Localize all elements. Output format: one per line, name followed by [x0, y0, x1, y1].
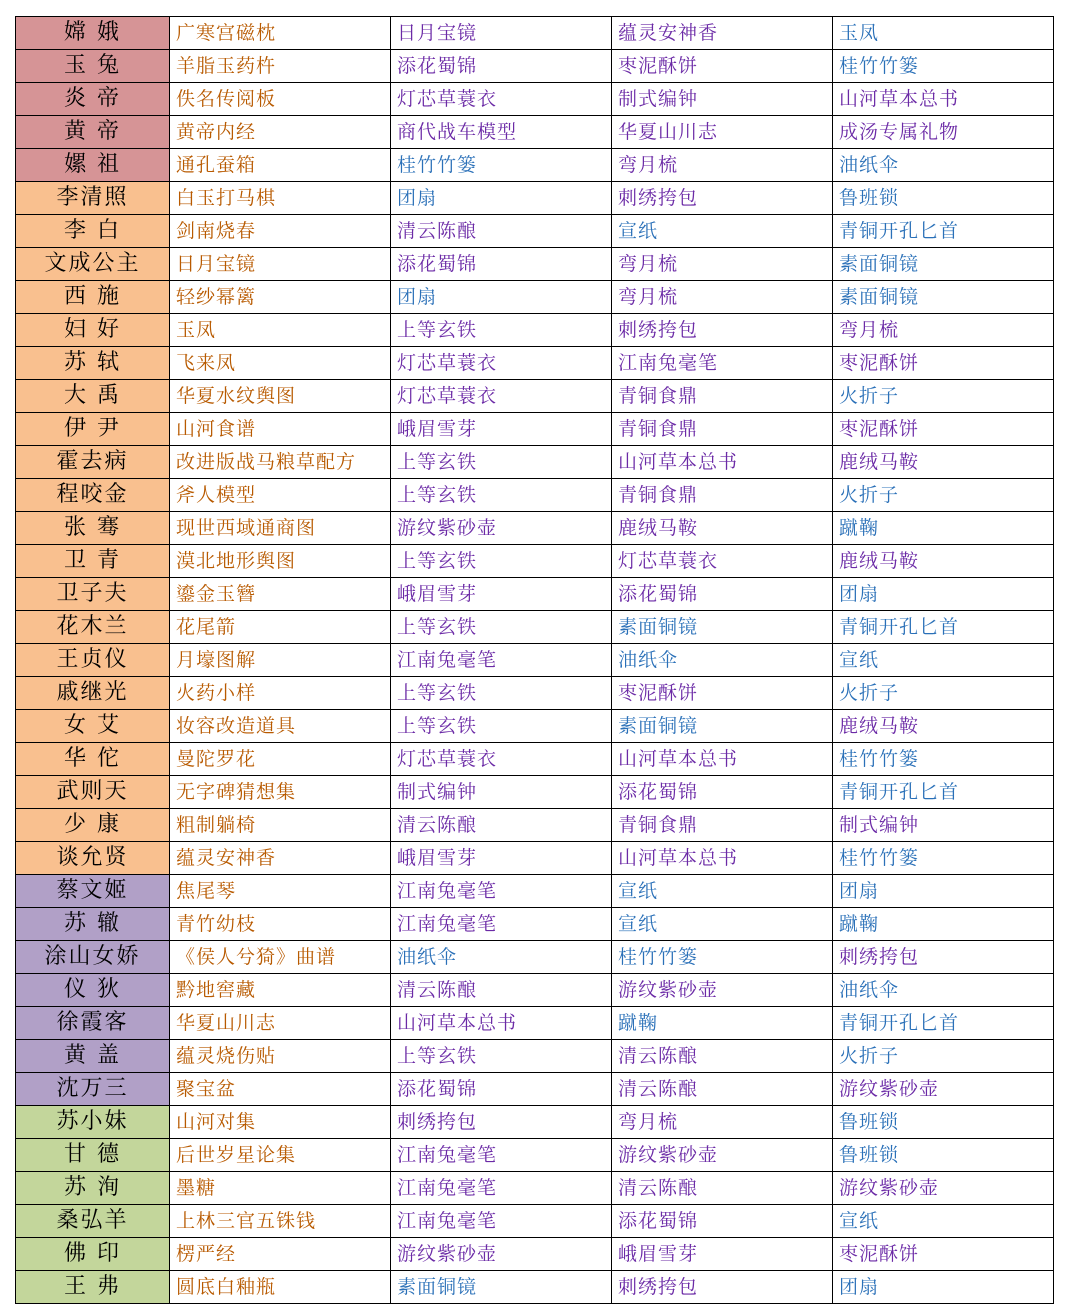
character-name-cell: 嫘 祖	[16, 149, 170, 182]
character-name-cell: 张 骞	[16, 512, 170, 545]
gift-cell: 峨眉雪芽	[612, 1238, 833, 1271]
gift-cell: 火折子	[833, 1040, 1054, 1073]
gift-cell: 添花蜀锦	[612, 776, 833, 809]
gift-cell: 游纹紫砂壶	[391, 512, 612, 545]
gift-cell: 蕴灵安神香	[612, 17, 833, 50]
table-row	[16, 875, 1054, 908]
gift-cell: 蕴灵烧伤贴	[170, 1040, 391, 1073]
gift-cell: 江南兔毫笔	[612, 347, 833, 380]
table-row	[16, 1073, 1054, 1106]
gift-cell: 上等玄铁	[391, 479, 612, 512]
character-name-cell: 黄 盖	[16, 1040, 170, 1073]
gift-cell: 桂竹竹篓	[833, 50, 1054, 83]
gift-cell: 枣泥酥饼	[833, 347, 1054, 380]
gift-cell: 商代战车模型	[391, 116, 612, 149]
gift-cell: 制式编钟	[833, 809, 1054, 842]
gift-cell: 添花蜀锦	[612, 578, 833, 611]
gift-cell: 改进版战马粮草配方	[170, 446, 391, 479]
gift-cell: 青竹幼枝	[170, 908, 391, 941]
character-name-cell: 苏 辙	[16, 908, 170, 941]
gift-cell: 刺绣挎包	[612, 182, 833, 215]
character-name-cell: 卫子夫	[16, 578, 170, 611]
gift-cell: 灯芯草蓑衣	[391, 380, 612, 413]
gift-cell: 青铜食鼎	[612, 413, 833, 446]
table-row	[16, 380, 1054, 413]
table-row	[16, 347, 1054, 380]
gift-cell: 火折子	[833, 380, 1054, 413]
character-name-cell: 李 白	[16, 215, 170, 248]
gift-cell: 鹿绒马鞍	[833, 710, 1054, 743]
gift-cell: 江南兔毫笔	[391, 1172, 612, 1205]
gift-cell: 游纹紫砂壶	[391, 1238, 612, 1271]
table-row	[16, 446, 1054, 479]
gift-cell: 华夏水纹舆图	[170, 380, 391, 413]
gift-cell: 弯月梳	[612, 248, 833, 281]
gift-cell: 青铜食鼎	[612, 809, 833, 842]
table-row	[16, 611, 1054, 644]
table-row	[16, 1172, 1054, 1205]
gift-cell: 清云陈酿	[612, 1073, 833, 1106]
gift-cell: 枣泥酥饼	[612, 677, 833, 710]
gift-cell: 上等玄铁	[391, 611, 612, 644]
table-row	[16, 710, 1054, 743]
character-name-cell: 玉 兔	[16, 50, 170, 83]
character-name-cell: 桑弘羊	[16, 1205, 170, 1238]
character-name-cell: 戚继光	[16, 677, 170, 710]
gift-cell: 素面铜镜	[833, 248, 1054, 281]
table-row	[16, 1238, 1054, 1271]
gift-cell: 团扇	[391, 281, 612, 314]
gift-cell: 江南兔毫笔	[391, 644, 612, 677]
gift-cell: 山河对集	[170, 1106, 391, 1139]
table-row	[16, 941, 1054, 974]
gift-cell: 鲁班锁	[833, 1106, 1054, 1139]
character-name-cell: 卫 青	[16, 545, 170, 578]
gift-cell: 素面铜镜	[612, 611, 833, 644]
gift-cell: 山河草本总书	[391, 1007, 612, 1040]
table-row	[16, 743, 1054, 776]
table-row	[16, 215, 1054, 248]
table-row	[16, 281, 1054, 314]
character-name-cell: 霍去病	[16, 446, 170, 479]
gift-cell: 清云陈酿	[391, 974, 612, 1007]
gift-cell: 江南兔毫笔	[391, 908, 612, 941]
gift-cell: 宣纸	[612, 908, 833, 941]
gift-cell: 焦尾琴	[170, 875, 391, 908]
gift-cell: 油纸伞	[612, 644, 833, 677]
character-name-cell: 伊 尹	[16, 413, 170, 446]
gift-cell: 剑南烧春	[170, 215, 391, 248]
character-name-cell: 佛 印	[16, 1238, 170, 1271]
gift-cell: 灯芯草蓑衣	[391, 83, 612, 116]
gift-cell: 青铜开孔匕首	[833, 215, 1054, 248]
gift-cell: 游纹紫砂壶	[833, 1172, 1054, 1205]
gift-cell: 羊脂玉药杵	[170, 50, 391, 83]
gift-cell: 弯月梳	[612, 149, 833, 182]
table-row	[16, 1106, 1054, 1139]
gift-cell: 鹿绒马鞍	[833, 545, 1054, 578]
gift-cell: 青铜食鼎	[612, 380, 833, 413]
gift-cell: 清云陈酿	[391, 809, 612, 842]
gift-cell: 蹴鞠	[833, 512, 1054, 545]
gift-cell: 游纹紫砂壶	[612, 1139, 833, 1172]
gift-cell: 蹴鞠	[612, 1007, 833, 1040]
character-name-cell: 徐霞客	[16, 1007, 170, 1040]
gift-cell: 江南兔毫笔	[391, 1205, 612, 1238]
gift-cell: 白玉打马棋	[170, 182, 391, 215]
table-row	[16, 314, 1054, 347]
gift-cell: 宣纸	[612, 215, 833, 248]
table-row	[16, 677, 1054, 710]
character-name-cell: 花木兰	[16, 611, 170, 644]
table-row	[16, 578, 1054, 611]
gift-cell: 灯芯草蓑衣	[391, 743, 612, 776]
gift-cell: 团扇	[391, 182, 612, 215]
gift-cell: 添花蜀锦	[391, 248, 612, 281]
gift-cell: 墨糖	[170, 1172, 391, 1205]
gift-cell: 油纸伞	[833, 974, 1054, 1007]
gift-cell: 刺绣挎包	[391, 1106, 612, 1139]
character-name-cell: 程咬金	[16, 479, 170, 512]
gift-cell: 油纸伞	[391, 941, 612, 974]
table-row	[16, 644, 1054, 677]
gift-cell: 通孔蚕箱	[170, 149, 391, 182]
table-row	[16, 248, 1054, 281]
gift-cell: 华夏山川志	[170, 1007, 391, 1040]
table-row	[16, 149, 1054, 182]
gift-cell: 鲁班锁	[833, 182, 1054, 215]
gift-cell: 火折子	[833, 677, 1054, 710]
gift-table-body	[16, 17, 1054, 1304]
table-row	[16, 182, 1054, 215]
character-name-cell: 妇 好	[16, 314, 170, 347]
gift-cell: 无字碑猜想集	[170, 776, 391, 809]
table-row	[16, 776, 1054, 809]
character-name-cell: 女 艾	[16, 710, 170, 743]
character-name-cell: 蔡文姬	[16, 875, 170, 908]
gift-cell: 现世西域通商图	[170, 512, 391, 545]
gift-cell: 佚名传阅板	[170, 83, 391, 116]
character-name-cell: 李清照	[16, 182, 170, 215]
gift-cell: 黔地窖藏	[170, 974, 391, 1007]
gift-cell: 弯月梳	[833, 314, 1054, 347]
character-name-cell: 炎 帝	[16, 83, 170, 116]
table-row	[16, 17, 1054, 50]
gift-cell: 山河食谱	[170, 413, 391, 446]
gift-cell: 江南兔毫笔	[391, 875, 612, 908]
table-row	[16, 1007, 1054, 1040]
character-name-cell: 少 康	[16, 809, 170, 842]
gift-cell: 华夏山川志	[612, 116, 833, 149]
gift-cell: 山河草本总书	[612, 842, 833, 875]
gift-cell: 上等玄铁	[391, 710, 612, 743]
gift-cell: 山河草本总书	[612, 743, 833, 776]
table-row	[16, 1139, 1054, 1172]
gift-cell: 峨眉雪芽	[391, 842, 612, 875]
gift-cell: 聚宝盆	[170, 1073, 391, 1106]
character-name-cell: 黄 帝	[16, 116, 170, 149]
gift-cell: 制式编钟	[612, 83, 833, 116]
gift-cell: 成汤专属礼物	[833, 116, 1054, 149]
table-row	[16, 545, 1054, 578]
gift-cell: 弯月梳	[612, 281, 833, 314]
gift-cell: 青铜食鼎	[612, 479, 833, 512]
gift-cell: 妆容改造道具	[170, 710, 391, 743]
gift-cell: 素面铜镜	[391, 1271, 612, 1304]
gift-table	[15, 16, 1054, 1304]
gift-cell: 飞来凤	[170, 347, 391, 380]
character-name-cell: 谈允贤	[16, 842, 170, 875]
character-name-cell: 西 施	[16, 281, 170, 314]
gift-cell: 枣泥酥饼	[833, 413, 1054, 446]
table-row	[16, 413, 1054, 446]
gift-cell: 灯芯草蓑衣	[612, 545, 833, 578]
gift-cell: 《侯人兮猗》曲谱	[170, 941, 391, 974]
character-name-cell: 王 弗	[16, 1271, 170, 1304]
gift-cell: 油纸伞	[833, 149, 1054, 182]
gift-cell: 团扇	[833, 578, 1054, 611]
gift-cell: 制式编钟	[391, 776, 612, 809]
gift-cell: 峨眉雪芽	[391, 578, 612, 611]
gift-cell: 上林三官五铢钱	[170, 1205, 391, 1238]
gift-cell: 玉凤	[833, 17, 1054, 50]
gift-cell: 清云陈酿	[391, 215, 612, 248]
gift-cell: 桂竹竹篓	[833, 842, 1054, 875]
character-name-cell: 沈万三	[16, 1073, 170, 1106]
gift-cell: 峨眉雪芽	[391, 413, 612, 446]
gift-cell: 斧人模型	[170, 479, 391, 512]
gift-cell: 曼陀罗花	[170, 743, 391, 776]
gift-cell: 团扇	[833, 1271, 1054, 1304]
gift-cell: 素面铜镜	[612, 710, 833, 743]
gift-cell: 鲁班锁	[833, 1139, 1054, 1172]
gift-cell: 桂竹竹篓	[391, 149, 612, 182]
gift-cell: 圆底白釉瓶	[170, 1271, 391, 1304]
gift-cell: 素面铜镜	[833, 281, 1054, 314]
table-row	[16, 1040, 1054, 1073]
gift-cell: 蹴鞠	[833, 908, 1054, 941]
gift-cell: 日月宝镜	[391, 17, 612, 50]
gift-cell: 楞严经	[170, 1238, 391, 1271]
gift-cell: 火药小样	[170, 677, 391, 710]
gift-cell: 鎏金玉簪	[170, 578, 391, 611]
gift-cell: 青铜开孔匕首	[833, 611, 1054, 644]
character-name-cell: 仪 狄	[16, 974, 170, 1007]
character-name-cell: 大 禹	[16, 380, 170, 413]
gift-cell: 上等玄铁	[391, 1040, 612, 1073]
gift-cell: 鹿绒马鞍	[612, 512, 833, 545]
character-name-cell: 武则天	[16, 776, 170, 809]
gift-cell: 刺绣挎包	[833, 941, 1054, 974]
gift-cell: 桂竹竹篓	[833, 743, 1054, 776]
gift-cell: 花尾箭	[170, 611, 391, 644]
character-name-cell: 涂山女娇	[16, 941, 170, 974]
table-row	[16, 1271, 1054, 1304]
gift-cell: 山河草本总书	[833, 83, 1054, 116]
gift-cell: 弯月梳	[612, 1106, 833, 1139]
gift-cell: 蕴灵安神香	[170, 842, 391, 875]
gift-cell: 宣纸	[833, 1205, 1054, 1238]
character-name-cell: 王贞仪	[16, 644, 170, 677]
gift-cell: 广寒宫磁枕	[170, 17, 391, 50]
gift-cell: 刺绣挎包	[612, 1271, 833, 1304]
table-row	[16, 974, 1054, 1007]
gift-cell: 添花蜀锦	[391, 50, 612, 83]
gift-cell: 上等玄铁	[391, 677, 612, 710]
gift-cell: 粗制躺椅	[170, 809, 391, 842]
gift-cell: 后世岁星论集	[170, 1139, 391, 1172]
gift-cell: 刺绣挎包	[612, 314, 833, 347]
gift-cell: 青铜开孔匕首	[833, 776, 1054, 809]
table-row	[16, 50, 1054, 83]
gift-cell: 火折子	[833, 479, 1054, 512]
gift-cell: 枣泥酥饼	[612, 50, 833, 83]
gift-cell: 添花蜀锦	[612, 1205, 833, 1238]
character-name-cell: 苏 轼	[16, 347, 170, 380]
table-row	[16, 83, 1054, 116]
gift-cell: 上等玄铁	[391, 446, 612, 479]
gift-cell: 青铜开孔匕首	[833, 1007, 1054, 1040]
gift-cell: 桂竹竹篓	[612, 941, 833, 974]
gift-cell: 游纹紫砂壶	[612, 974, 833, 1007]
gift-cell: 轻纱幂篱	[170, 281, 391, 314]
gift-cell: 清云陈酿	[612, 1172, 833, 1205]
character-name-cell: 甘 德	[16, 1139, 170, 1172]
gift-cell: 上等玄铁	[391, 314, 612, 347]
table-row	[16, 809, 1054, 842]
gift-cell: 月壕图解	[170, 644, 391, 677]
table-row	[16, 842, 1054, 875]
gift-cell: 山河草本总书	[612, 446, 833, 479]
gift-cell: 团扇	[833, 875, 1054, 908]
gift-cell: 漠北地形舆图	[170, 545, 391, 578]
gift-cell: 玉凤	[170, 314, 391, 347]
table-row	[16, 512, 1054, 545]
table-row	[16, 908, 1054, 941]
gift-cell: 宣纸	[612, 875, 833, 908]
gift-cell: 宣纸	[833, 644, 1054, 677]
table-row	[16, 1205, 1054, 1238]
gift-cell: 上等玄铁	[391, 545, 612, 578]
character-name-cell: 苏小妹	[16, 1106, 170, 1139]
gift-cell: 黄帝内经	[170, 116, 391, 149]
gift-cell: 清云陈酿	[612, 1040, 833, 1073]
character-name-cell: 苏 洵	[16, 1172, 170, 1205]
gift-cell: 江南兔毫笔	[391, 1139, 612, 1172]
table-row	[16, 479, 1054, 512]
gift-cell: 日月宝镜	[170, 248, 391, 281]
gift-cell: 枣泥酥饼	[833, 1238, 1054, 1271]
character-name-cell: 文成公主	[16, 248, 170, 281]
gift-cell: 游纹紫砂壶	[833, 1073, 1054, 1106]
gift-cell: 鹿绒马鞍	[833, 446, 1054, 479]
character-name-cell: 华 佗	[16, 743, 170, 776]
gift-cell: 灯芯草蓑衣	[391, 347, 612, 380]
character-name-cell: 嫦 娥	[16, 17, 170, 50]
table-row	[16, 116, 1054, 149]
gift-cell: 添花蜀锦	[391, 1073, 612, 1106]
